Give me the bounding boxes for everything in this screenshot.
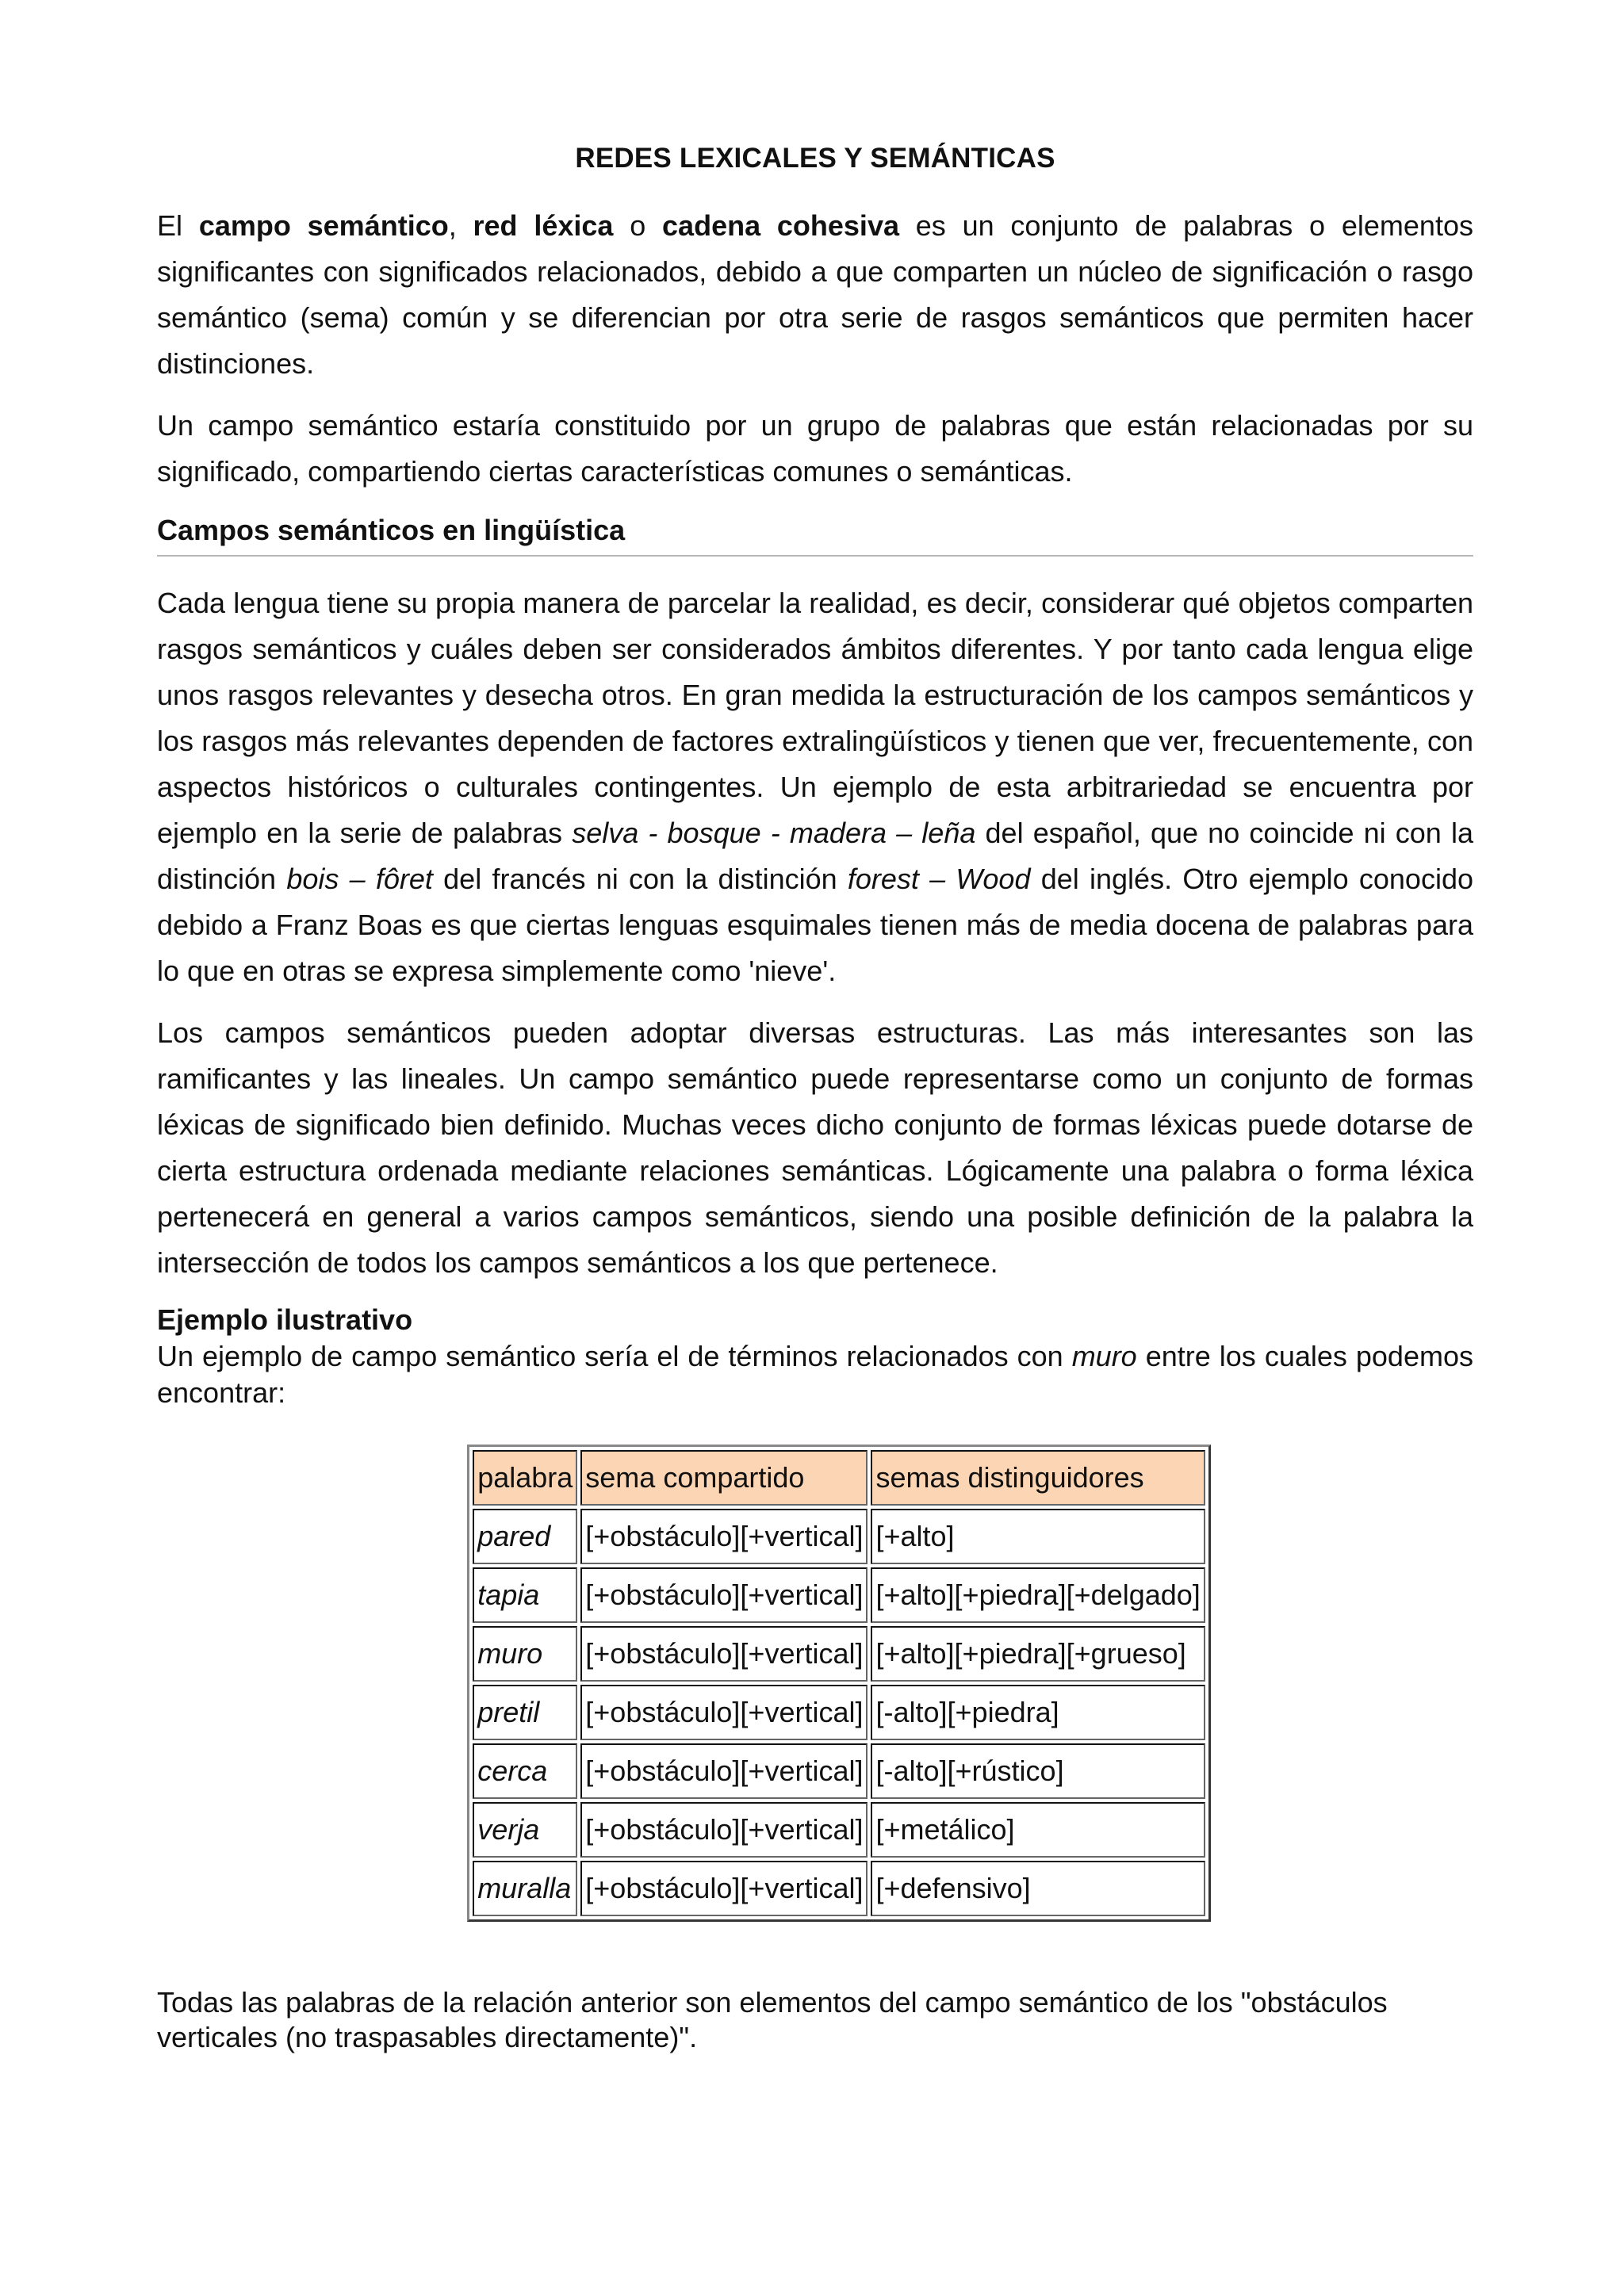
section-heading: Campos semánticos en lingüística [157,511,1473,557]
cell-word: tapia [473,1567,577,1623]
header-palabra: palabra [473,1450,577,1506]
intro-paragraph [157,203,1473,387]
term-red-lexica: red léxica [473,209,614,242]
cell-word: cerca [473,1743,577,1799]
cell-distinguishing-semas: [+alto][+piedra][+grueso] [871,1626,1205,1682]
cell-word: pretil [473,1685,577,1740]
cell-shared-sema: [+obstáculo][+vertical] [580,1626,868,1682]
cell-word: verja [473,1802,577,1858]
cell-distinguishing-semas: [+metálico] [871,1802,1205,1858]
definition-paragraph: Un campo semántico estaría constituido por un grupo de palabras que están relacionadas por su significado, compartiendo ciertas características comunes o semánticas. [157,409,1473,488]
table-row [473,1685,1205,1740]
header-semas-distinguidores: semas distinguidores [871,1450,1205,1506]
cell-distinguishing-semas: [-alto][+piedra] [871,1685,1205,1740]
table-row [473,1743,1205,1799]
cell-distinguishing-semas: [+alto] [871,1509,1205,1564]
table-row [473,1861,1205,1916]
term-campo-semantico: campo semántico [198,209,449,242]
cell-word: muralla [473,1861,577,1916]
example-word-muro: muro [1071,1340,1137,1372]
cell-shared-sema: [+obstáculo][+vertical] [580,1802,868,1858]
linguistics-text-2: del español, que no coincide ni con la distinción [157,817,1473,895]
header-sema-compartido: sema compartido [580,1450,868,1506]
cell-shared-sema: [+obstáculo][+vertical] [580,1567,868,1623]
table-container [157,1445,1473,1922]
intro-text-2: , [448,209,473,242]
document-page [157,143,1473,2071]
example-paragraph [157,1338,1473,1411]
cell-shared-sema: [+obstáculo][+vertical] [580,1685,868,1740]
linguistics-text-1: Cada lengua tiene su propia manera de parcelar la realidad, es decir, considerar qué objetos comparten rasgos semánticos y cuáles deben ser considerados ámbitos diferentes. Y por tanto cada lengua elige unos rasgos relevantes y desecha otros. En gran medida la estructuración de los campos semánticos y los rasgos más relevantes dependen de factores extralingüísticos y tienen que ver, frecuentemente, con aspectos históricos o culturales contingentes. Un ejemplo de esta arbitrariedad se encuentra por ejemplo en la serie de palabras [157,587,1473,849]
example-text-1: Un ejemplo de campo semántico sería el de términos relacionados con [157,1340,1072,1372]
cell-distinguishing-semas: [-alto][+rústico] [871,1743,1205,1799]
spanish-example: selva - bosque - madera – leña [572,817,976,849]
table-row [473,1509,1205,1564]
sema-table [467,1445,1211,1922]
intro-text-1: El [157,209,199,242]
cell-shared-sema: [+obstáculo][+vertical] [580,1743,868,1799]
cell-distinguishing-semas: [+alto][+piedra][+delgado] [871,1567,1205,1623]
cell-word: muro [473,1626,577,1682]
cell-shared-sema: [+obstáculo][+vertical] [580,1509,868,1564]
intro-text-4: es un conjunto de palabras o elementos significantes con significados relacionados, debido a que comparten un núcleo de significación o rasgo semántico (sema) común y se diferencian por otra serie de rasgos semánticos que permiten hacer distinciones. [157,209,1473,380]
english-example: forest – Wood [847,863,1031,895]
structures-paragraph: Los campos semánticos pueden adoptar diversas estructuras. Las más interesantes son las ramificantes y las lineales. Un campo semántico puede representarse como un conjunto de formas léxicas de significado bien definido. Muchas veces dicho conjunto de formas léxicas puede dotarse de cierta estructura ordenada mediante relaciones semánticas. Lógicamente una palabra o forma léxica pertenecerá en general a varios campos semánticos, siendo una posible definición de la palabra la intersección de todos los campos semánticos a los que pertenece. [157,1016,1473,1279]
linguistics-text-4: del inglés. Otro ejemplo conocido debido a Franz Boas es que ciertas lenguas esquimales tienen más de media docena de palabras para lo que en otras se expresa simplemente como 'nieve'. [157,863,1473,987]
linguistics-paragraph [157,580,1473,994]
term-cadena-cohesiva: cadena cohesiva [662,209,899,242]
table-header-row [473,1450,1205,1506]
french-example: bois – fôret [286,863,433,895]
cell-distinguishing-semas: [+defensivo] [871,1861,1205,1916]
conclusion-paragraph: Todas las palabras de la relación anterior son elementos del campo semántico de los "obstáculos verticales (no traspasables directamente)". [157,1986,1388,2053]
table-row [473,1802,1205,1858]
example-heading: Ejemplo ilustrativo [157,1303,413,1336]
table-row [473,1626,1205,1682]
document-title: REDES LEXICALES Y SEMÁNTICAS [575,143,1055,174]
intro-text-3: o [613,209,663,242]
cell-shared-sema: [+obstáculo][+vertical] [580,1861,868,1916]
linguistics-text-3: del francés ni con la distinción [432,863,848,895]
table-row [473,1567,1205,1623]
example-text-2: entre los cuales podemos encontrar: [157,1340,1473,1409]
cell-word: pared [473,1509,577,1564]
